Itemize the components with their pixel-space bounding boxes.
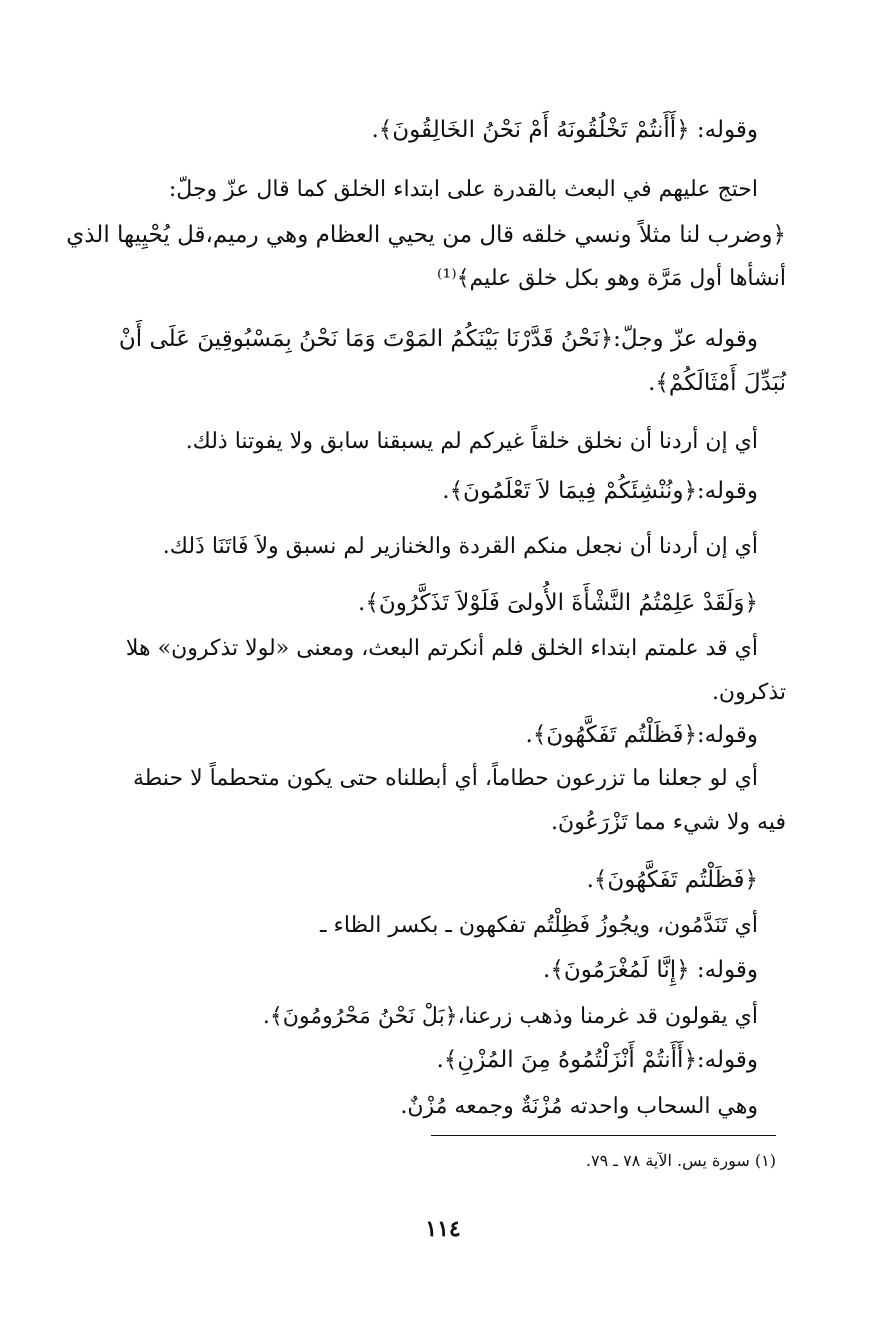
page-number: ١١٤	[425, 1216, 461, 1242]
text-line: وقوله:﴿أَأَنتُمْ أَنْزَلْتُمُوهُ مِنَ المُزْنِ﴾.	[436, 1047, 758, 1073]
text-line: وقوله: ﴿أَأَنتُمْ تَخْلُقُونَهُ أَمْ نَحْنُ الخَالِقُونَ﴾.	[371, 117, 758, 143]
footnote: (١) سورة يس. الآية ٧٨ ـ ٧٩.	[585, 1151, 776, 1170]
text-line: وهي السحاب واحدته مُزْنَةٌ وجمعه مُزْنٌ.	[400, 1094, 758, 1119]
text-line: أي تَنَدَّمُون، ويجُوزُ فَظِلْتُم تفكهون ـ بكسر الظاء ـ	[320, 913, 758, 938]
text-line: ﴿وَلَقَدْ عَلِمْتُمُ النَّشْأَةَ الأُولىَ فَلَوْلاَ تَذَكَّرُونَ﴾.	[358, 590, 758, 616]
text-line: وقوله: ﴿إِنَّا لَمُغْرَمُونَ﴾.	[543, 957, 758, 983]
text-line: وقوله:﴿ونُنْشِئَكُمْ فِيمَا لاَ تَعْلَمُونَ﴾.	[442, 478, 758, 504]
text-line: أي إن أردنا أن نخلق خلقاً غيركم لم يسبقنا سابق ولا يفوتنا ذلك.	[185, 429, 758, 454]
text-line: وقوله:﴿فَظَلْتُم تَفَكَّهُونَ﴾.	[525, 722, 758, 748]
text-line: احتج عليهم في البعث بالقدرة على ابتداء الخلق كما قال عزّ وجلّ:	[168, 177, 758, 202]
text-line: ﴿وضرب لنا مثلاً ونسي خلقه قال من يحيي العظام وهي رميم،قل يُحْيِيها الذي	[66, 222, 786, 248]
text-line: فيه ولا شيء مما تَزْرَعُونَ.	[551, 810, 786, 835]
text-line: أي قد علمتم ابتداء الخلق فلم أنكرتم البعث، ومعنى «لولا تذكرون» هلا	[125, 636, 758, 661]
text-line: نُبَدِّلَ أَمْثَالَكُمْ﴾.	[648, 370, 786, 396]
text-line: أي إن أردنا أن نجعل منكم القردة والخنازير لم نسبق ولاَ فَاتَنَا ذَلك.	[162, 534, 758, 559]
footnote-divider	[431, 1135, 776, 1136]
text-line: أي يقولون قد غرمنا وذهب زرعنا،﴿بَلْ نَحْنُ مَحْرُومُونَ﴾.	[262, 1004, 758, 1029]
text-line: أنشأها أول مَرَّة وهو بكل خلق عليم﴾⁽¹⁾	[437, 266, 786, 291]
text-line: تذكرون.	[711, 680, 786, 705]
text-line: أي لو جعلنا ما تزرعون حطاماً، أي أبطلناه حتى يكون متحطماً لا حنطة	[133, 766, 758, 791]
text-line: وقوله عزّ وجلّ:﴿نَحْنُ قَدَّرْنَا بَيْنَكُمُ المَوْتَ وَمَا نَحْنُ بِمَسْبُوقِينَ عَلَى أَنْ	[118, 326, 758, 352]
text-line: ﴿فَظَلْتُم تَفَكَّهُونَ﴾.	[586, 867, 758, 893]
